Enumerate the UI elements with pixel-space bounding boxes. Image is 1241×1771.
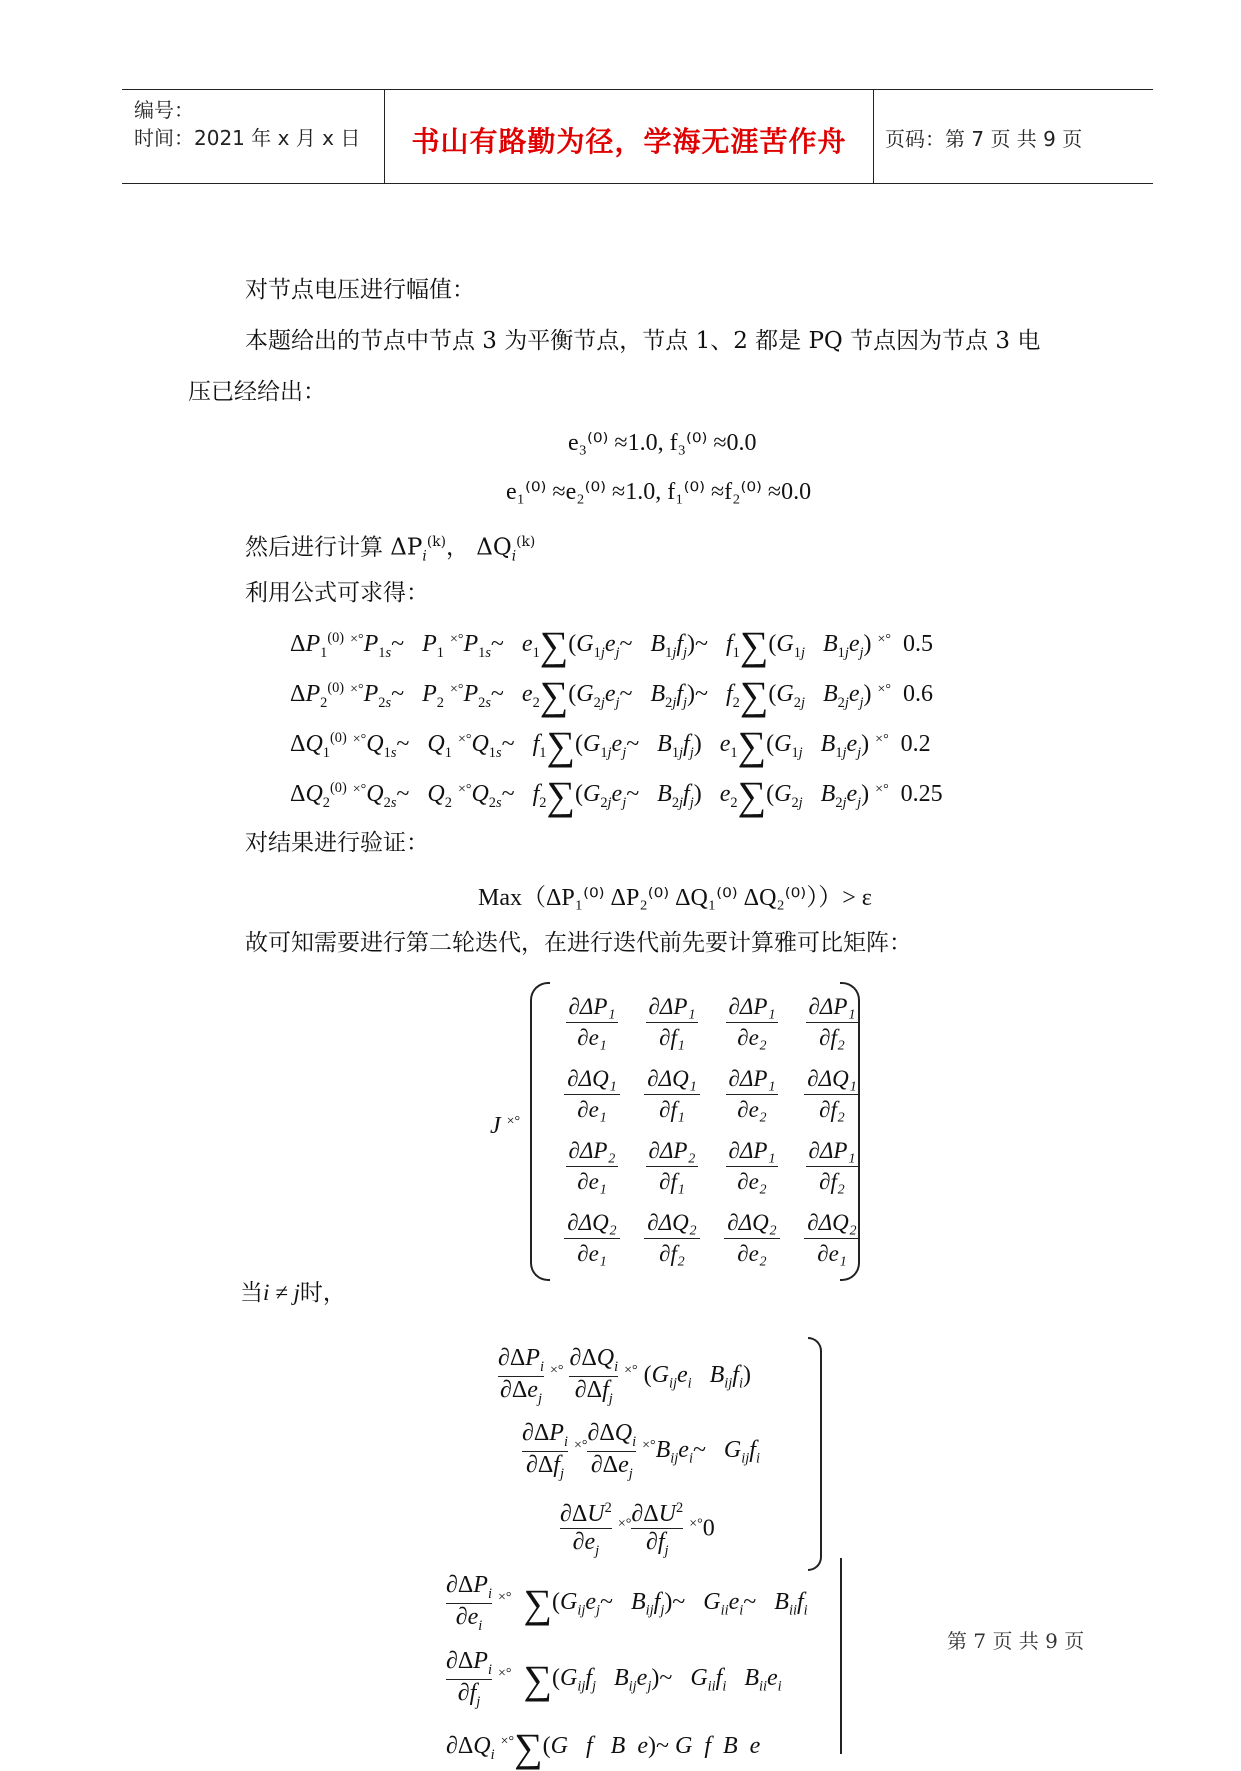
jacobian-entry (632, 986, 712, 1058)
paragraph-8-condition: i ≠ j (263, 1280, 300, 1305)
jacobian-entry (712, 1130, 792, 1202)
offdiag-eq-2: $\partial\Delta P_i$ $\partial\Delta f_j$ ×° $\partial\Delta Q_i$ $\partial\Delta e_j$ $^{\times^\circ}B_{ij}e_i\sim$ $G_{ij}f_i$ (522, 1420, 760, 1482)
jacobian-denominator: ∂e₂ (737, 1024, 767, 1050)
jacobian-entry (552, 986, 632, 1058)
diag-eq-2: $\partial\Delta P_i$ $\partial f_j$ ×° $\sum(G_{ij}f_j$ $B_{ij}e_j)\sim$ $G_{ii}f_i$ $B_{ii}e_i$ (446, 1648, 782, 1710)
jacobian-entry (792, 986, 872, 1058)
jacobian-numerator: ∂ΔQ₁ (644, 1066, 699, 1095)
jacobian-numerator: ∂ΔP₂ (566, 1138, 619, 1167)
jacobian-denominator: ∂f₂ (659, 1240, 685, 1266)
jacobian-entry (792, 1202, 872, 1274)
delta-q2-value: 0.25 (900, 781, 943, 807)
jacobian-numerator: ∂ΔP₂ (646, 1138, 699, 1167)
paragraph-8 (240, 1278, 346, 1308)
jacobian-entry (712, 986, 792, 1058)
delta-q1-value: 0.2 (900, 731, 931, 757)
header-meta (122, 90, 384, 183)
jacobian-numerator: ∂ΔP₁ (806, 1138, 859, 1167)
jacobian-numerator: ∂ΔP₁ (726, 1066, 779, 1095)
max-condition: Max（ΔP₁⁽⁰⁾ ΔP₂⁽⁰⁾ ΔQ₁⁽⁰⁾ ΔQ₂⁽⁰⁾））> ε (478, 885, 872, 911)
jacobian-numerator: ∂ΔP₁ (566, 994, 619, 1023)
jacobian-denominator: ∂e₁ (577, 1240, 607, 1266)
jacobian-numerator: ∂ΔQ₂ (644, 1210, 699, 1239)
jacobian-symbol: J (490, 1113, 501, 1139)
header-page-info: 页码：第 7 页 共 9 页 (885, 127, 1083, 151)
jacobian-denominator: ∂e₂ (737, 1096, 767, 1122)
header-motto-cell (384, 90, 874, 183)
paragraph-4-text: 然后进行计算 ΔP (245, 534, 423, 561)
jacobian-numerator: ∂ΔP₁ (726, 994, 779, 1023)
jacobian-numerator: ∂ΔP₁ (726, 1138, 779, 1167)
jacobian-entry (552, 1058, 632, 1130)
jacobian-entry (712, 1202, 792, 1274)
jacobian-entry (712, 1058, 792, 1130)
jacobian-entry (632, 1130, 712, 1202)
delta-q2-equation: $\Delta Q_2^{(0)}$ $^{\times^\circ}Q_{2s}\sim$ $Q_2$ $^{\times^\circ}Q_{2s}\sim$ $f_2\sum(G_{2j}e_j\sim$ $B_{2j}f_j$) $e_2\sum(G_{2j}$ $B_{2j}e_j$) ×° 0.25 (290, 773, 943, 818)
paragraph-4-text-b: ， ΔQ (445, 534, 512, 561)
jacobian-denominator: ∂e₁ (577, 1096, 607, 1122)
diag-eq-3-partial: $\partial\Delta Q_i$ ×°∑(G f B e)~ G f B e (446, 1725, 761, 1770)
doc-time: 时间：2021 年 x 月 x 日 (134, 126, 361, 150)
jacobian-grid (552, 986, 872, 1274)
diag-eq-1: $\partial\Delta P_i$ $\partial e_i$ ×° $\sum(G_{ij}e_j\sim$ $B_{ij}f_j)\sim$ $G_{ii}e_i\sim$ $B_{ii}f_i$ (446, 1572, 808, 1634)
delta-p2-value: 0.6 (902, 681, 933, 707)
jacobian-matrix (530, 982, 860, 1277)
header-motto: 书山有路勤为径，学海无涯苦作舟 (411, 125, 847, 158)
jacobian-entry (792, 1058, 872, 1130)
header-page-cell (873, 90, 1153, 183)
offdiag-brace (808, 1337, 822, 1571)
jacobian-denominator: ∂f₁ (659, 1024, 685, 1050)
jacobian-denominator: ∂e₂ (737, 1168, 767, 1194)
paragraph-3: 压已经给出： (188, 379, 326, 405)
page-header (122, 89, 1153, 184)
equation-1: e₃⁽⁰⁾ ≈1.0, f₃⁽⁰⁾ ≈0.0 (568, 430, 757, 456)
paragraph-7: 故可知需要进行第二轮迭代，在进行迭代前先要计算雅可比矩阵： (245, 930, 912, 956)
jacobian-denominator: ∂f₁ (659, 1096, 685, 1122)
jacobian-denominator: ∂f₂ (819, 1168, 845, 1194)
paragraph-6: 对结果进行验证： (245, 830, 429, 856)
offdiag-eq-3: $\frac{\partial\Delta U^2}{\partial e_j}$ ×° $\frac{\partial\Delta U^2}{\partial f_j}$ ×°0 (560, 1500, 715, 1559)
doc-number: 编号： (134, 98, 194, 122)
jacobian-label: J ×° (490, 1113, 521, 1139)
jacobian-denominator: ∂f₂ (819, 1024, 845, 1050)
paragraph-1: 对节点电压进行幅值： (245, 277, 475, 303)
paragraph-8-when: 当 (240, 1280, 263, 1306)
jacobian-numerator: ∂ΔQ₁ (564, 1066, 619, 1095)
jacobian-numerator: ∂ΔQ₂ (804, 1210, 859, 1239)
jacobian-denominator: ∂e₁ (817, 1240, 847, 1266)
page-footer: 第 7 页 共 9 页 (947, 1629, 1085, 1653)
jacobian-numerator: ∂ΔQ₁ (804, 1066, 859, 1095)
jacobian-entry (632, 1202, 712, 1274)
delta-p1-value: 0.5 (902, 631, 933, 657)
paragraph-8-then: 时， (299, 1280, 346, 1306)
offdiag-eq-1: $\partial\Delta P_i$ $\partial\Delta e_j$ ×° $\partial\Delta Q_i$ $\partial\Delta f_j$ ×° ($G_{ij}e_i$ $B_{ij}f_i$) (498, 1345, 751, 1407)
jacobian-entry (552, 1130, 632, 1202)
jacobian-denominator: ∂e₁ (577, 1024, 607, 1050)
jacobian-denominator: ∂f₂ (819, 1096, 845, 1122)
jacobian-numerator: ∂ΔQ₂ (564, 1210, 619, 1239)
jacobian-entry (792, 1130, 872, 1202)
paragraph-2: 本题给出的节点中节点 3 为平衡节点，节点 1、2 都是 PQ 节点因为节点 3 电 (245, 328, 1041, 354)
jacobian-numerator: ∂ΔP₁ (646, 994, 699, 1023)
jacobian-denominator: ∂e₁ (577, 1168, 607, 1194)
jacobian-entry (552, 1202, 632, 1274)
matrix-left-bracket (530, 982, 550, 1281)
delta-p1-equation: $\Delta P_1^{(0)}$ $^{\times^\circ}P_{1s}\sim$ $P_1$ $^{\times^\circ}P_{1s}\sim$ $e_1\sum(G_{1j}e_j\sim$ $B_{1j}f_j)\sim$ $f_1\sum(G_{1j}$ $B_{1j}e_j$) ×° 0.5 (290, 623, 933, 668)
jacobian-numerator: ∂ΔQ₂ (724, 1210, 779, 1239)
delta-p2-equation: $\Delta P_2^{(0)}$ $^{\times^\circ}P_{2s}\sim$ $P_2$ $^{\times^\circ}P_{2s}\sim$ $e_2\sum(G_{2j}e_j\sim$ $B_{2j}f_j)\sim$ $f_2\sum(G_{2j}$ $B_{2j}e_j$) ×° 0.6 (290, 673, 933, 718)
jacobian-denominator: ∂e₂ (737, 1240, 767, 1266)
jacobian-numerator: ∂ΔP₁ (806, 994, 859, 1023)
paragraph-4: 然后进行计算 $\Delta P_i^{(k)}$， $\Delta Q_i^{(k)}$ (245, 534, 536, 565)
jacobian-denominator: ∂f₁ (659, 1168, 685, 1194)
diag-brace (840, 1558, 842, 1754)
paragraph-5: 利用公式可求得： (245, 580, 429, 606)
equation-2: e₁⁽⁰⁾ ≈e₂⁽⁰⁾ ≈1.0, f₁⁽⁰⁾ ≈f₂⁽⁰⁾ ≈0.0 (506, 479, 812, 505)
delta-q1-equation: $\Delta Q_1^{(0)}$ $^{\times^\circ}Q_{1s}\sim$ $Q_1$ $^{\times^\circ}Q_{1s}\sim$ $f_1\sum(G_{1j}e_j\sim$ $B_{1j}f_j$) $e_1\sum(G_{1j}$ $B_{1j}e_j$) ×° 0.2 (290, 723, 931, 768)
jacobian-entry (632, 1058, 712, 1130)
